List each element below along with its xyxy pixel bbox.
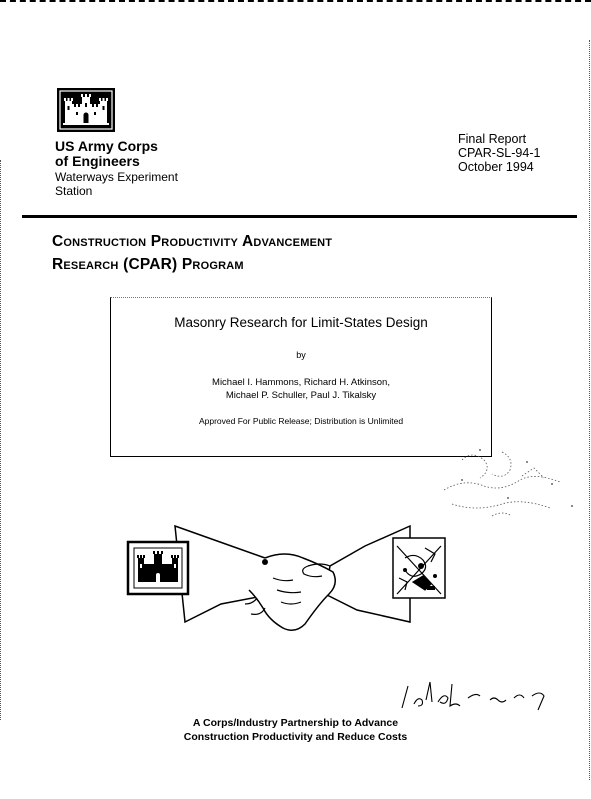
organization-sub-line1: Waterways Experiment — [55, 170, 178, 184]
handwritten-signature — [398, 674, 558, 714]
program-title-line1: Construction Productivity Advancement — [52, 233, 333, 250]
tagline-line2: Construction Productivity and Reduce Costs — [183, 731, 408, 743]
scan-stamp-marks — [432, 440, 582, 530]
document-authors — [111, 376, 491, 402]
document-by: by — [296, 350, 306, 360]
program-title-line2: Research (CPAR) Program — [52, 256, 244, 273]
report-date: October 1994 — [458, 160, 534, 174]
page-right-edge — [589, 40, 590, 780]
organization-name-line2: of Engineers — [55, 153, 140, 169]
approval-statement: Approved For Public Release; Distribution is Unlimited — [198, 416, 404, 426]
document-title: Masonry Research for Limit-States Design — [174, 315, 428, 330]
handshake-icon — [125, 518, 460, 653]
organization-sub-line2: Station — [55, 183, 93, 198]
organization-subunit — [55, 171, 178, 198]
castle-icon — [57, 88, 115, 132]
document-title-box — [110, 297, 492, 457]
authors-line2: Michael P. Schuller, Paul J. Tikalsky — [225, 390, 377, 401]
program-title — [52, 230, 332, 276]
report-info — [458, 132, 540, 174]
authors-line1: Michael I. Hammons, Richard H. Atkinson, — [212, 377, 390, 388]
report-type: Final Report — [458, 132, 527, 146]
organization-name-line1: US Army Corps — [55, 138, 158, 154]
horizontal-rule — [22, 215, 577, 218]
page-top-border — [0, 0, 591, 2]
organization-name — [55, 139, 158, 169]
partnership-tagline — [0, 716, 591, 744]
tagline-line1: A Corps/Industry Partnership to Advance — [192, 717, 399, 729]
page-left-edge — [0, 160, 1, 720]
report-number: CPAR-SL-94-1 — [458, 146, 541, 160]
